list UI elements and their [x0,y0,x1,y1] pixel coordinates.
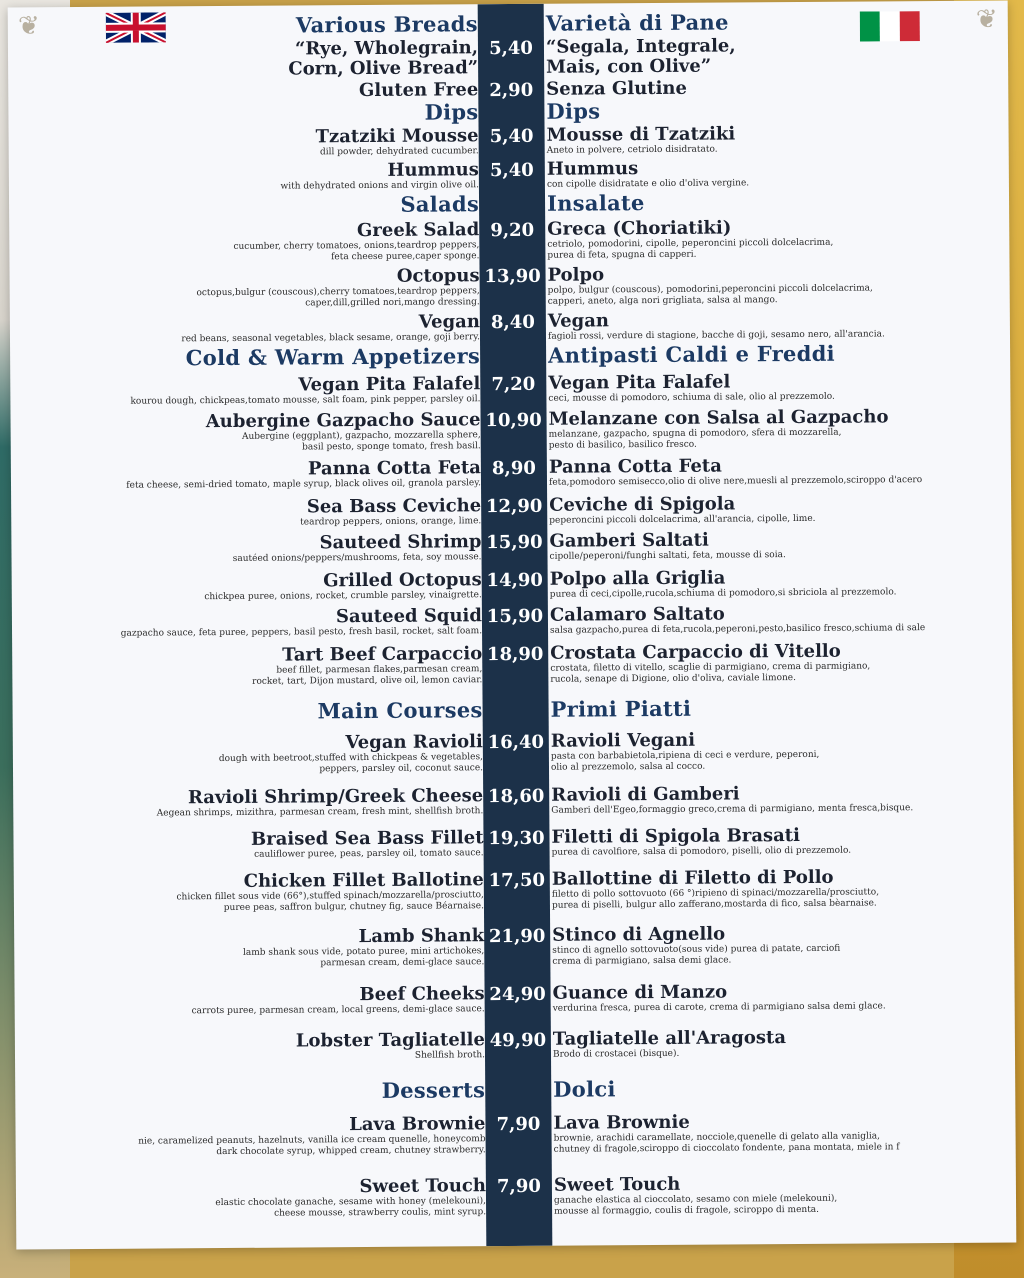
item-en [191,984,484,1017]
item-name-it: Calamaro Saltato [549,603,725,626]
section-title-en: Dips [424,99,479,125]
item-name-en: Lobster Tagliatelle [295,1029,485,1052]
item-en [359,80,478,101]
section-title-en: Cold & Warm Appetizers [185,343,481,371]
item-name-it: Vegan [547,310,610,332]
item-description-it: ganache elastica al cioccolato, sesamo con miele (melekouni), [553,1193,838,1206]
item-it [549,494,815,527]
item-price: 8,40 [490,311,535,334]
item-name-en: Hummus [387,159,479,181]
item-description-it: peperoncini piccoli dolcelacrima, all'arancia, cipolle, lime. [549,513,816,526]
item-price: 7,90 [496,1113,541,1136]
section-title-en: Various Breads [295,11,478,38]
item-description-en: puree peas, saffron bulgur, chutney fig, sauce Béarnaise. [223,901,484,914]
item-description-it: fagioli rossi, verdure di stagione, bacche di goji, sesamo nero, all'arancia. [547,329,885,342]
section-title-it: Varietà di Pane [545,9,729,36]
item-name-en: Sauteed Shrimp [319,531,482,554]
section-title-en: Desserts [381,1077,486,1103]
item-name-en: Gluten Free [358,79,479,102]
item-name-it: Ravioli Vegani [550,729,696,752]
item-description-en: sautéed onions/peppers/mushrooms, feta, soy mousse. [232,552,482,564]
item-name-it: “Segala, Integrale, [545,35,736,58]
item-price: 5,40 [488,37,533,60]
item-en [316,126,479,158]
item-price: 5,40 [489,159,534,182]
item-price: 15,90 [486,531,543,554]
item-price: 8,90 [491,457,536,480]
item-description-en: feta cheese puree,caper sponge. [331,251,480,263]
item-description-en: elastic chocolate ganache, sesame with honey (melekouni), [215,1196,487,1209]
item-price: 49,90 [489,1029,547,1052]
item-name-en: Sea Bass Ceviche [306,495,482,518]
item-description-en: parmesan cream, demi-glace sauce. [320,957,485,969]
item-it [546,36,736,57]
item-en [280,160,479,192]
item-description-it: purea di cavolfiore, salsa di pomodoro, piselli, olio di prezzemolo. [551,845,852,858]
item-price: 14,90 [486,569,543,592]
item-description-it: olio al prezzemolo, salsa al cocco. [550,761,706,773]
item-it [548,372,835,405]
item-description-en: dark chocolate syrup, whipped cream, chutney strawberry. [216,1145,486,1158]
item-name-it: Melanzane con Salsa al Gazpacho [548,406,889,430]
item-it [549,530,785,563]
item-name-it: Ballottine di Filetto di Pollo [551,866,834,890]
item-description-it: melanzane, gazpacho, spugna di pomodoro, sfera di mozzarella, [548,427,842,440]
item-description-it: rucola, senape di Digione, olio d'oliva, caviale limone. [550,673,797,685]
item-description-en: carrots puree, parmesan cream, local greens, demi-glace sauce. [191,1004,485,1017]
item-name-it: Crostata Carpaccio di Vitello [550,640,841,664]
item-name-it: Gamberi Saltati [549,529,709,552]
item-description-en: Aegean shrimps, mizithra, parmesan cream, fresh mint, shellfish broth. [156,806,484,819]
item-description-en: gazpacho sauce, feta puree, peppers, basil pesto, fresh basil, rocket, salt foam. [120,626,483,639]
item-name-it: Ravioli di Gamberi [551,783,740,806]
item-price: 12,90 [485,495,543,518]
corner-ornament-icon: ❦ [17,11,40,42]
item-name-it: Mousse di Tzatziki [546,123,736,146]
item-description-it: polpo, bulgur (couscous), pomodorini,peperoncini piccoli dolcelacrima, [547,283,873,296]
item-it [552,867,879,911]
item-en [219,732,483,776]
item-price: 10,90 [485,409,542,432]
section-title-en: Salads [400,191,480,217]
corner-ornament-icon: ❦ [975,4,998,35]
item-description-it: filetto di pollo sottovuoto (66 °)ripieno di spinaci/mozzarella/prosciutto, [551,887,880,900]
item-description-it: purea di ceci,cipolle,rucola,schiuma di pomodoro,si sbriciola al prezzemolo. [549,587,897,600]
item-description-en: dough with beetroot,stuffed with chickpeas & vegetables, [218,752,483,765]
item-description-en: lamb shank sous vide, potato puree, mini artichokes, [242,946,485,958]
item-en [204,570,482,603]
item-description-en: with dehydrated onions and virgin olive oil. [280,180,479,192]
item-en [215,1176,486,1220]
item-it [550,642,870,686]
item-description-it: Gamberi dell'Egeo,formaggio greco,crema di parmigiano, menta fresca,bisque. [551,803,914,816]
item-name-en: Octopus [396,265,480,287]
item-name-en: Grilled Octopus [323,569,482,592]
item-description-it: salsa gazpacho,purea di feta,rucola,peperoni,pesto,basilico fresco,schiuma di sale [550,623,926,636]
item-description-it: ceci, mousse di pomodoro, schiuma di sale, olio al prezzemolo. [548,391,835,404]
item-name-it: Vegan Pita Falafel [548,371,731,394]
item-description-it: verdurina fresca, purea di carote, crema di parmigiano salsa demi glace. [552,1001,886,1014]
item-it [550,567,897,600]
item-description-en: beef fillet, parmesan flakes,parmesan cream, [276,664,483,676]
item-description-it: cetriolo, pomodorini, cipolle, peperoncini piccoli dolcelacrima, [547,237,834,250]
item-en [130,374,480,407]
item-description-en: feta cheese, semi-dried tomato, maple syrup, black olives oil, granola parsley. [126,478,482,491]
item-description-en: chickpea puree, onions, rocket, crumble parsley, vinaigrette. [204,590,482,603]
item-description-it: mousse al formaggio, coulis di fragole, sciroppo di menta. [554,1204,820,1217]
item-description-en: caper,dill,grilled nori,mango dressing. [305,297,480,309]
item-description-en: Shellfish broth. [414,1050,486,1061]
item-it [551,730,820,774]
item-description-it: Brodo di crostacei (bisque). [552,1048,680,1060]
item-description-en: cucumber, cherry tomatoes, onions,teardrop peppers, [233,240,480,252]
item-en [251,828,484,861]
item-name-it: Ceviche di Spigola [549,493,736,516]
item-price: 16,40 [487,731,545,754]
item-name-it: Polpo [547,264,605,286]
item-name-en: “Rye, Wholegrain, [294,37,479,60]
section-title-it: Antipasti Caldi e Freddi [548,340,835,368]
item-it [550,603,925,637]
item-name-en: Sauteed Squid [335,605,483,628]
item-en [252,644,483,688]
item-name-en: Vegan Pita Falafel [298,373,481,396]
section-title-it: Dips [546,98,601,124]
item-description-it: Aneto in polvere, cetriolo disidratato. [546,144,718,156]
item-name-en: Sweet Touch [359,1175,486,1198]
item-description-en: basil pesto, sponge tomato, fresh basil. [302,441,481,453]
item-en [233,220,479,264]
item-name-it: Stinco di Agnello [552,923,726,946]
item-description-en: chicken fillet sous vide (66°),stuffed spinach/mozzarella/prosciutto, [176,890,484,903]
item-description-en: red beans, seasonal vegetables, black sesame, orange, goji berry. [181,332,481,345]
item-en [176,870,484,914]
item-en [196,266,480,310]
item-description-en: cauliflower puree, peas, parsley oil, tomato sauce. [254,848,484,860]
item-name-en: Tart Beef Carpaccio [282,643,483,666]
item-it [553,1111,899,1155]
item-it [546,79,687,100]
section-title-it: Dolci [553,1076,616,1102]
item-en [296,1030,485,1062]
item-name-en: Lamb Shank [358,925,485,948]
item-description-en: peppers, parsley oil, coconut sauce. [319,763,484,775]
item-it [551,826,851,859]
italy-flag-icon [860,11,920,41]
item-it [547,263,872,307]
item-name-en: Lava Brownie [349,1113,486,1136]
item-description-en: rocket, tart, Dijon mustard, olive oil, lemon caviar. [252,675,483,687]
item-price: 5,40 [489,125,534,148]
item-description-en: Aubergine (eggplant), gazpacho, mozzarella sphere, [241,430,481,442]
item-it [546,57,711,78]
item-name-it: Polpo alla Griglia [549,567,726,590]
item-name-it: Panna Cotta Feta [548,455,722,478]
item-price: 7,20 [491,373,536,396]
item-name-en: Tzatziki Mousse [315,125,479,148]
item-it [553,1028,786,1061]
item-description-en: octopus,bulgur (couscous),cherry tomatoes,teardrop peppers, [196,286,480,299]
item-name-en: Panna Cotta Feta [307,457,481,480]
item-it [547,158,749,190]
item-description-it: feta,pomodoro semisecco,olio di olive nere,muesli al prezzemolo,sciroppo d'acero [548,475,923,488]
item-description-it: purea di piselli, bulgur allo zafferano,mostarda di fico, salsa bèarnaise. [551,898,877,911]
menu-card [8,1,1017,1250]
section-title-it: Insalate [546,190,645,216]
item-price: 19,30 [488,827,545,850]
item-en [126,458,481,491]
uk-flag-icon [106,12,166,42]
section-title-en: Main Courses [317,697,483,724]
item-name-en: Braised Sea Bass Fillet [250,827,484,850]
item-en [243,926,485,970]
item-en [295,38,478,59]
item-it [554,1174,837,1218]
item-it [553,981,886,1014]
item-it [548,407,888,451]
item-description-en: kourou dough, chickpeas,tomato mousse, salt foam, pink pepper, parsley oil. [130,394,481,407]
item-name-en: Ravioli Shrimp/Greek Cheese [187,785,484,809]
item-en [121,606,483,640]
item-description-en: cheese mousse, strawberry coulis, mint syrup. [274,1207,487,1219]
item-description-it: crema di parmigiano, salsa demi glace. [552,955,732,967]
item-name-it: Filetti di Spigola Brasati [551,824,800,848]
item-en [138,1114,486,1158]
item-it [551,783,913,817]
item-description-it: con cipolle disidratate e olio d'oliva vergine. [546,178,750,190]
item-description-it: pesto di basilico, basilico fresco. [548,439,697,451]
item-price: 18,90 [486,643,544,666]
item-price: 24,90 [489,983,546,1006]
item-name-en: Corn, Olive Bread” [288,57,479,80]
item-en [181,312,480,345]
item-price: 13,90 [484,265,541,288]
item-description-en: nie, caramelized peanuts, hazelnuts, vanilla ice cream quenelle, honeycomb [138,1134,486,1147]
item-name-it: Hummus [546,158,639,180]
item-description-it: capperi, aneto, alga nori grigliata, salsa al mango. [547,295,778,307]
item-description-it: cipolle/peperoni/funghi saltati, feta, mousse di soia. [549,550,786,562]
item-price: 17,50 [488,869,546,892]
item-price: 15,90 [486,605,544,628]
item-name-it: Senza Glutine [546,77,688,100]
item-en [233,532,482,565]
item-name-it: Mais, con Olive” [546,55,712,78]
item-description-en: teardrop peppers, onions, orange, lime. [300,516,482,528]
item-price: 18,60 [487,785,545,808]
item-name-en: Greek Salad [356,219,480,242]
section-title-it: Primi Piatti [550,695,692,722]
item-it [549,455,922,489]
item-price: 7,90 [496,1175,541,1198]
item-description-it: crostata, filetto di vitello, scaglie di parmigiano, crema di parmigiano, [550,661,871,674]
item-en [206,410,481,454]
item-name-it: Sweet Touch [553,1173,681,1196]
item-description-it: pasta con barbabietola,ripiena di ceci e verdure, peperoni, [550,749,820,762]
item-it [547,124,736,156]
item-name-en: Vegan [418,311,480,333]
item-it [548,309,885,342]
item-it [547,218,833,262]
item-description-it: purea di feta, spugna di capperi. [547,249,697,261]
item-name-en: Aubergine Gazpacho Sauce [205,409,481,433]
item-name-en: Beef Cheeks [359,983,485,1006]
item-name-en: Vegan Ravioli [345,731,483,754]
item-description-en: dill powder, dehydrated cucumber. [319,146,479,158]
item-name-it: Guance di Manzo [552,981,728,1004]
item-en [300,496,481,528]
item-description-it: brownie, arachidi caramellate, nocciole,quenelle di gelato alla vaniglia, [553,1131,881,1144]
item-en [288,58,478,79]
item-it [552,924,840,968]
item-price: 2,90 [489,79,534,102]
item-name-en: Chicken Fillet Ballotine [243,869,484,892]
item-price: 21,90 [488,925,546,948]
item-en [157,786,484,819]
item-name-it: Lava Brownie [553,1111,690,1134]
item-description-it: stinco di agnello sottovuoto(sous vide) purea di patate, carciofi [552,943,841,956]
item-description-it: chutney di fragole,sciroppo di cioccolato fondente, pana montata, miele in f [553,1142,900,1155]
item-name-it: Tagliatelle all'Aragosta [552,1027,787,1050]
item-price: 9,20 [490,219,535,242]
item-name-it: Greca (Choriatiki) [547,217,732,240]
